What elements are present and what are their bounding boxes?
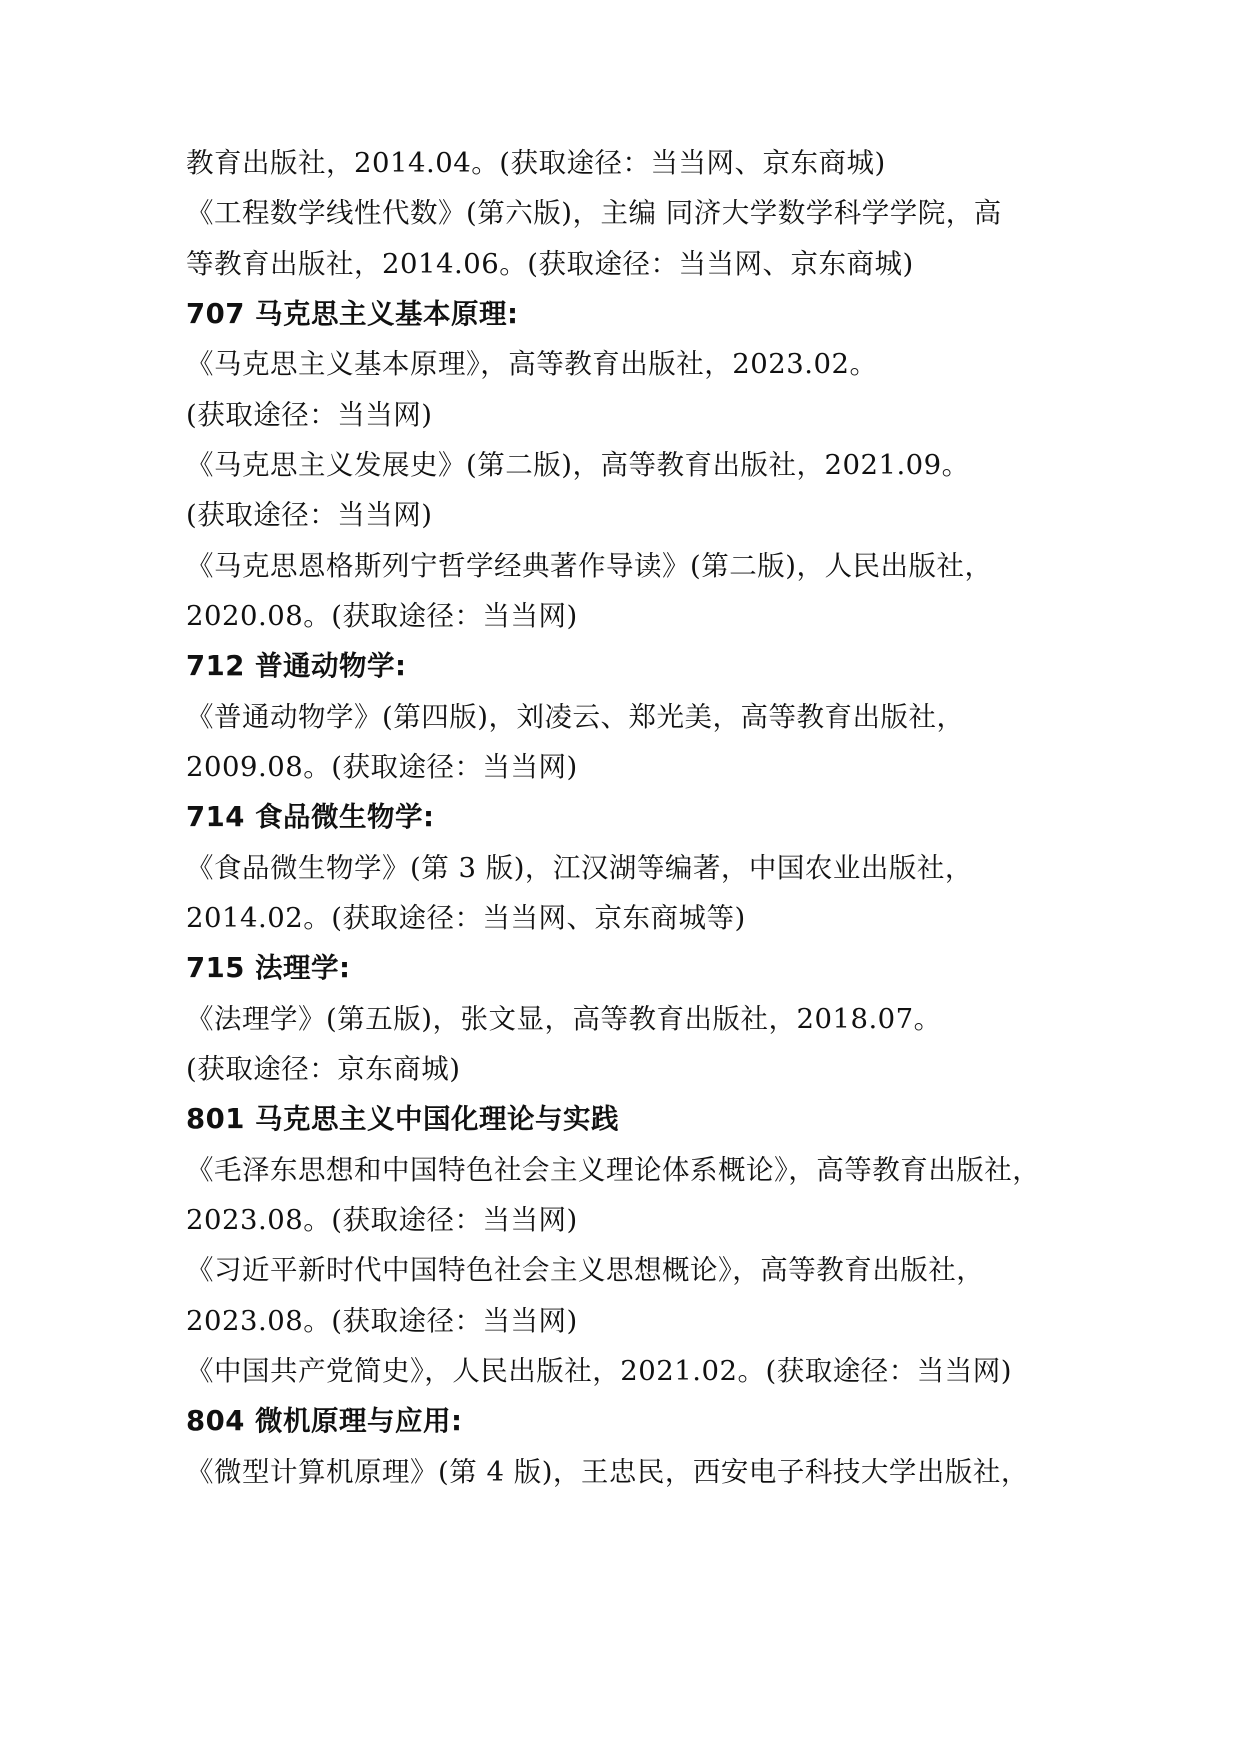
section-heading: 715 法理学: <box>186 952 351 984</box>
section-heading: 714 食品微生物学: <box>186 801 435 833</box>
text-line: (获取途径：当当网) <box>186 399 433 431</box>
text-line: 2023.08。(获取途径：当当网) <box>186 1305 578 1337</box>
section-heading: 707 马克思主义基本原理: <box>186 298 519 330</box>
text-line: 2009.08。(获取途径：当当网) <box>186 751 578 783</box>
text-line: 《普通动物学》(第四版)，刘凌云、郑光美，高等教育出版社， <box>186 701 965 733</box>
text-line: 2014.02。(获取途径：当当网、京东商城等) <box>186 902 746 934</box>
text-line: 《马克思主义基本原理》，高等教育出版社，2023.02。 <box>186 348 878 380</box>
section-heading: 801 马克思主义中国化理论与实践 <box>186 1103 619 1135</box>
text-line: 2023.08。(获取途径：当当网) <box>186 1204 578 1236</box>
text-line: (获取途径：当当网) <box>186 499 433 531</box>
text-line: (获取途径：京东商城) <box>186 1053 461 1085</box>
text-line: 《法理学》(第五版)，张文显，高等教育出版社，2018.07。 <box>186 1003 942 1035</box>
text-line: 《工程数学线性代数》(第六版)，主编 同济大学数学科学学院，高 <box>186 197 1002 229</box>
text-line: 《习近平新时代中国特色社会主义思想概论》，高等教育出版社， <box>186 1254 985 1286</box>
text-line: 《食品微生物学》(第 3 版)，江汉湖等编著，中国农业出版社， <box>186 852 973 884</box>
text-line: 《马克思恩格斯列宁哲学经典著作导读》(第二版)，人民出版社， <box>186 550 993 582</box>
text-line: 《毛泽东思想和中国特色社会主义理论体系概论》，高等教育出版社， <box>186 1154 1041 1186</box>
text-line: 2020.08。(获取途径：当当网) <box>186 600 578 632</box>
text-line: 教育出版社，2014.04。(获取途径：当当网、京东商城) <box>186 147 886 179</box>
text-line: 《马克思主义发展史》(第二版)，高等教育出版社，2021.09。 <box>186 449 970 481</box>
text-line: 《微型计算机原理》(第 4 版)，王忠民，西安电子科技大学出版社， <box>186 1456 1029 1488</box>
text-line: 《中国共产党简史》，人民出版社，2021.02。(获取途径：当当网) <box>186 1355 1012 1387</box>
section-heading: 712 普通动物学: <box>186 650 407 682</box>
section-heading: 804 微机原理与应用: <box>186 1405 463 1437</box>
text-line: 等教育出版社，2014.06。(获取途径：当当网、京东商城) <box>186 248 914 280</box>
